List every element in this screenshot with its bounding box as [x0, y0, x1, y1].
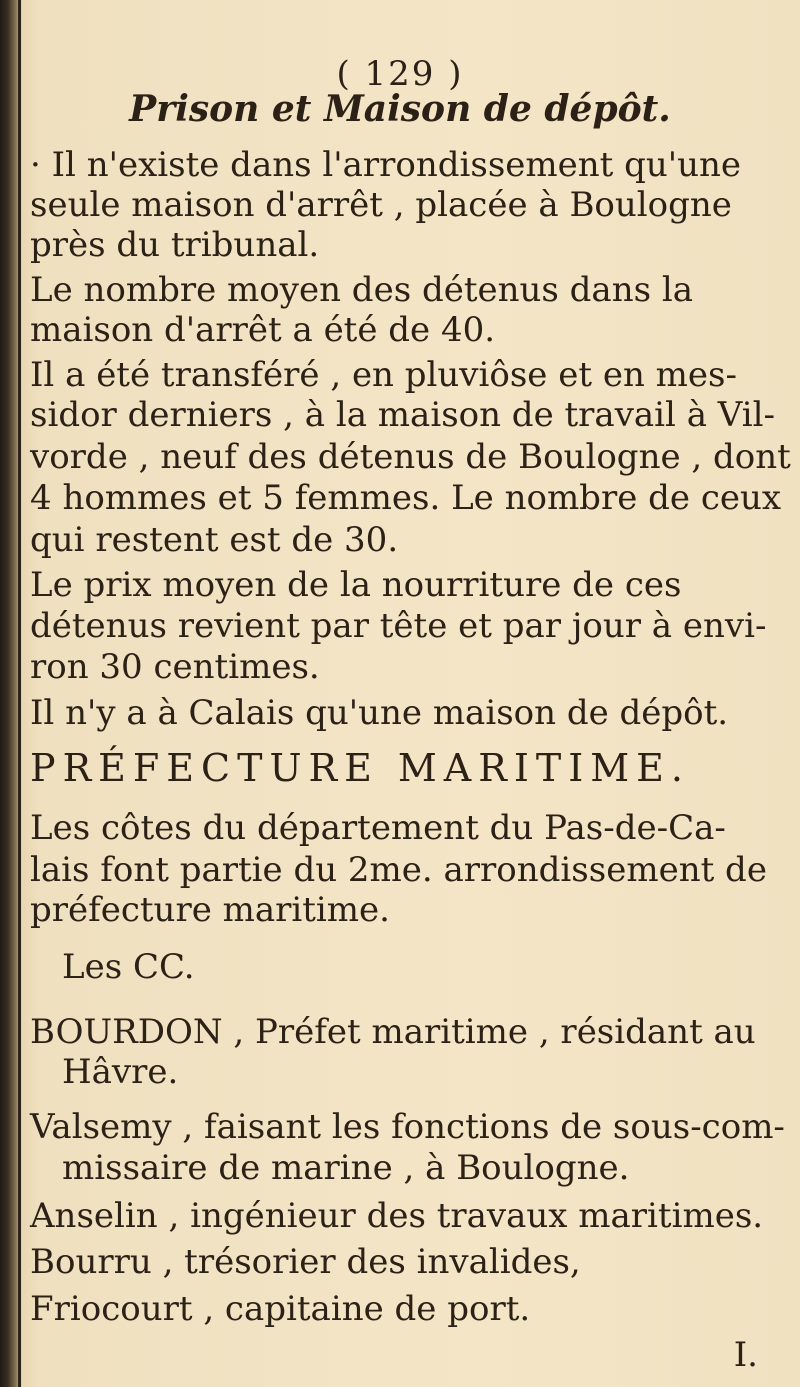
text-line: 4 hommes et 5 femmes. Le nombre de ceux — [30, 478, 782, 518]
text-line: Bourru , trésorier des invalides, — [30, 1242, 581, 1282]
text-line: près du tribunal. — [30, 225, 320, 265]
page-number: ( 129 ) — [336, 54, 464, 94]
text-line: Il a été transféré , en pluviôse et en mes- — [30, 355, 737, 395]
text-line: Le prix moyen de la nourriture de ces — [30, 565, 682, 605]
text-line: BOURDON , Préfet maritime , résidant au — [30, 1012, 756, 1052]
text-line: Les CC. — [62, 947, 195, 987]
text-line: seule maison d'arrêt , placée à Boulogne — [30, 185, 732, 225]
text-line: Il n'y a à Calais qu'une maison de dépôt. — [30, 693, 729, 733]
text-line: maison d'arrêt a été de 40. — [30, 310, 496, 350]
catchword: I. — [733, 1335, 758, 1375]
text-line: Hâvre. — [62, 1052, 179, 1092]
text-line: détenus revient par tête et par jour à envi- — [30, 606, 767, 646]
text-line: Le nombre moyen des détenus dans la — [30, 270, 693, 310]
text-line: · Il n'existe dans l'arrondissement qu'une — [30, 145, 742, 185]
text-line: sidor derniers , à la maison de travail à Vil- — [30, 395, 775, 435]
text-line: ron 30 centimes. — [30, 647, 320, 687]
text-line: qui restent est de 30. — [30, 520, 399, 560]
text-line: Les côtes du département du Pas-de-Ca- — [30, 808, 726, 848]
binding-edge — [18, 0, 21, 1387]
text-line: Anselin , ingénieur des travaux maritimes. — [30, 1196, 764, 1236]
text-line: Valsemy , faisant les fonctions de sous-com- — [30, 1107, 785, 1147]
text-line: missaire de marine , à Boulogne. — [62, 1148, 630, 1188]
text-line: Friocourt , capitaine de port. — [30, 1289, 531, 1329]
running-title: Prison et Maison de dépôt. — [129, 88, 671, 130]
section-heading: PRÉFECTURE MARITIME. — [30, 746, 690, 790]
text-line: lais font partie du 2me. arrondissement de — [30, 850, 767, 890]
text-line: vorde , neuf des détenus de Boulogne , dont — [30, 437, 791, 477]
text-line: préfecture maritime. — [30, 890, 390, 930]
